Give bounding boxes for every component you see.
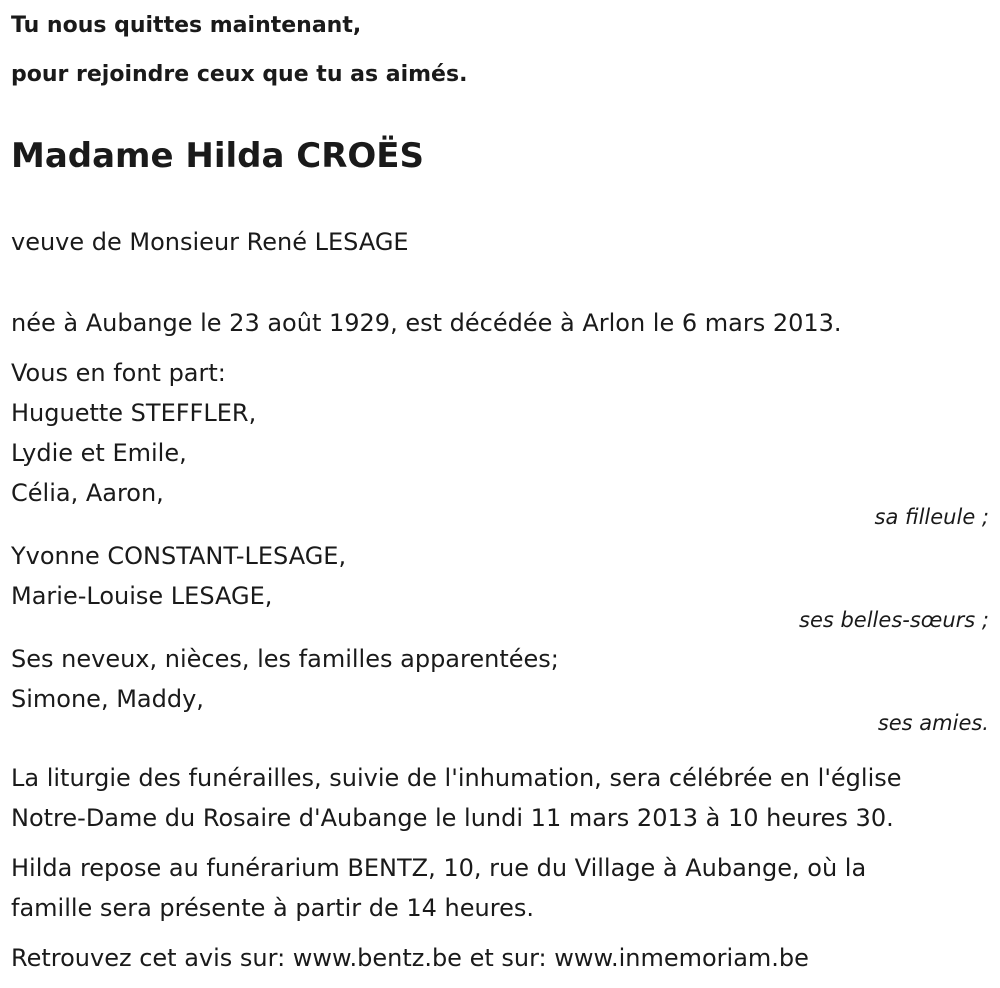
family-member: Simone, Maddy, [11, 685, 204, 713]
family-intro: Vous en font part: [11, 359, 226, 387]
spouse-line: veuve de Monsieur René LESAGE [11, 228, 409, 256]
epitaph-line-1: Tu nous quittes maintenant, [11, 13, 362, 38]
footer-websites: Retrouvez cet avis sur: www.bentz.be et sur: www.inmemoriam.be [11, 944, 809, 972]
funerarium-line-1: Hilda repose au funérarium BENTZ, 10, rue du Village à Aubange, où la [11, 854, 867, 882]
family-role: sa filleule ; [874, 505, 989, 529]
family-member: Yvonne CONSTANT-LESAGE, [11, 542, 347, 570]
funerarium-line-2: famille sera présente à partir de 14 heures. [11, 894, 534, 922]
family-role: ses amies. [877, 711, 989, 735]
family-member: Célia, Aaron, [11, 479, 164, 507]
ceremony-line-2: Notre-Dame du Rosaire d'Aubange le lundi 11 mars 2013 à 10 heures 30. [11, 804, 894, 832]
birth-death-line: née à Aubange le 23 août 1929, est décédée à Arlon le 6 mars 2013. [11, 309, 842, 337]
epitaph-line-2: pour rejoindre ceux que tu as aimés. [11, 62, 468, 87]
family-member: Marie-Louise LESAGE, [11, 582, 273, 610]
deceased-name: Madame Hilda CROËS [11, 136, 425, 176]
family-member: Lydie et Emile, [11, 439, 187, 467]
family-role: ses belles-sœurs ; [799, 608, 989, 632]
family-member: Huguette STEFFLER, [11, 399, 257, 427]
family-member: Ses neveux, nièces, les familles apparentées; [11, 645, 559, 673]
ceremony-line-1: La liturgie des funérailles, suivie de l'inhumation, sera célébrée en l'église [11, 764, 902, 792]
